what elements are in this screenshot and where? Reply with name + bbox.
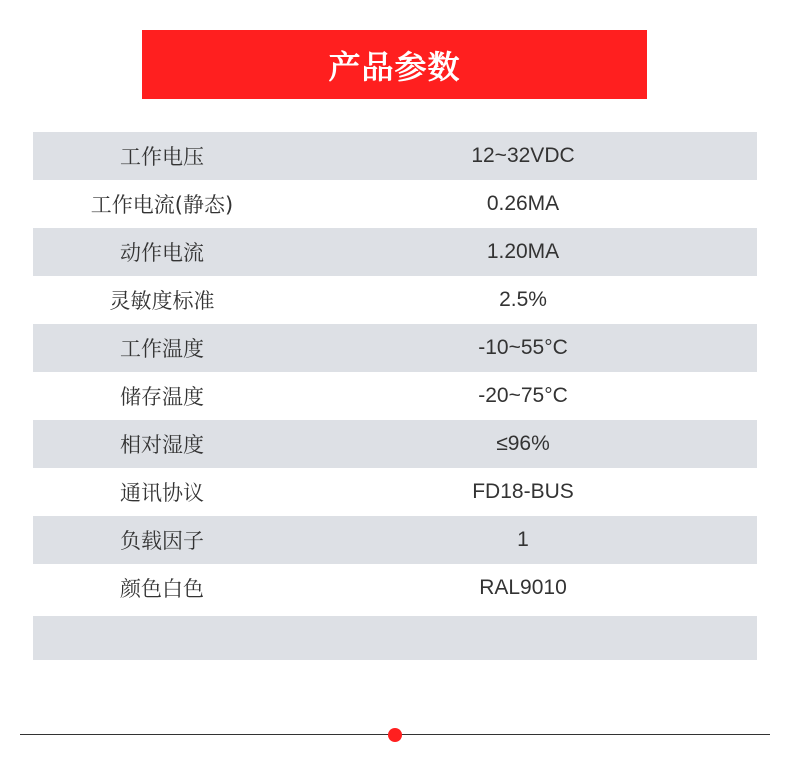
spec-value: RAL9010: [479, 576, 567, 599]
spec-label: 相对湿度: [120, 433, 204, 457]
table-row: [33, 468, 757, 516]
spec-value: 12~32VDC: [471, 144, 575, 167]
table-row: [33, 132, 757, 180]
spec-label: 灵敏度标准: [109, 289, 215, 313]
spec-label: 工作电压: [120, 145, 204, 169]
spec-label: 颜色白色: [120, 577, 204, 601]
table-row: [33, 324, 757, 372]
spec-label: 工作温度: [120, 337, 204, 361]
spec-value: 1.20MA: [486, 240, 560, 263]
spec-value: -10~55°C: [478, 336, 568, 359]
table-row: [33, 564, 757, 612]
spec-value: 1: [517, 528, 529, 551]
spec-value: -20~75°C: [478, 384, 568, 407]
spec-label: 动作电流: [120, 241, 204, 265]
spec-label: 工作电流(静态): [90, 193, 234, 217]
spec-value: FD18-BUS: [472, 480, 574, 503]
table-row: [33, 420, 757, 468]
spec-value: ≤96%: [496, 432, 550, 455]
spec-value: 0.26MA: [486, 192, 560, 215]
table-row: [33, 372, 757, 420]
spec-label: 通讯协议: [120, 481, 204, 505]
page-title: 产品参数: [328, 47, 461, 86]
spec-table: [33, 132, 757, 660]
spec-label: 负载因子: [120, 529, 204, 553]
table-row: [33, 228, 757, 276]
spec-value: 2.5%: [499, 288, 547, 311]
title-banner: [142, 30, 647, 99]
table-row: [33, 276, 757, 324]
red-dot-icon: [388, 728, 402, 742]
empty-table-row: [33, 616, 757, 660]
table-row: [33, 516, 757, 564]
spec-label: 储存温度: [120, 385, 204, 409]
table-row: [33, 180, 757, 228]
